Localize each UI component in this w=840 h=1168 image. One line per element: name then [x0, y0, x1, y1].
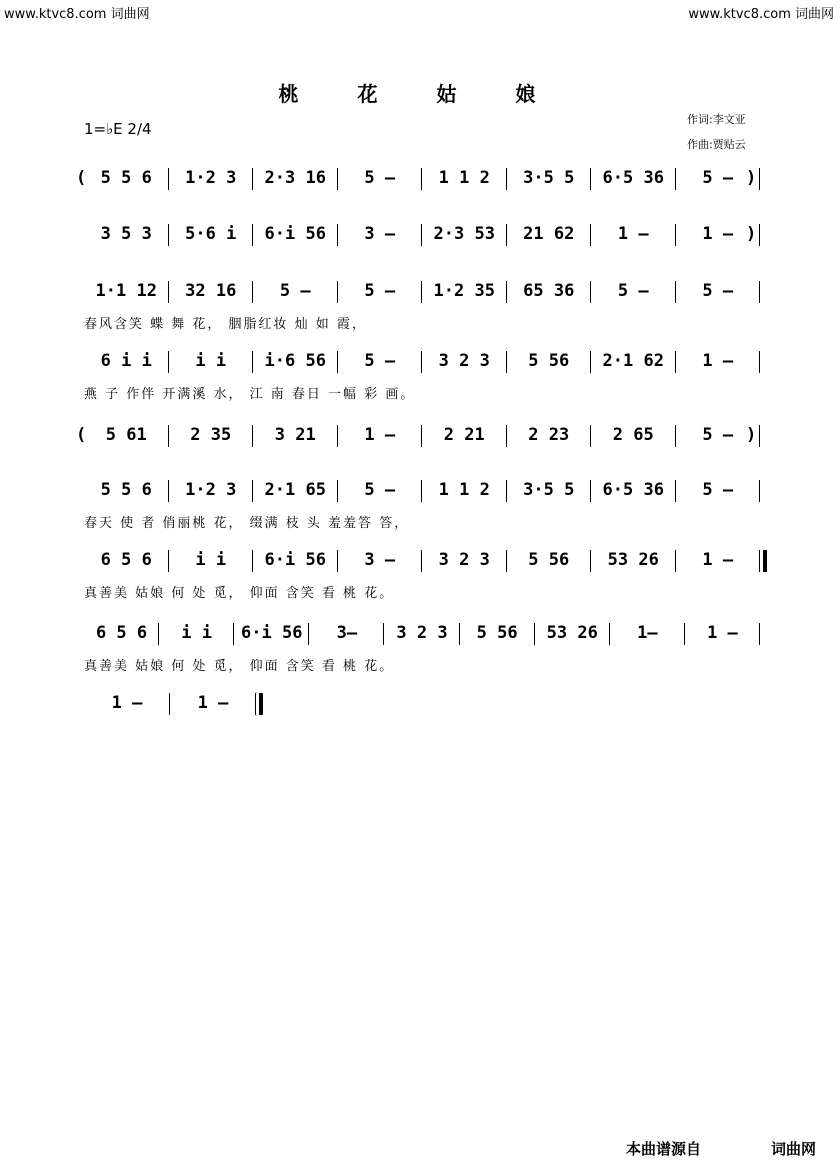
- bar-line: [168, 281, 169, 303]
- bar-line: [252, 224, 253, 246]
- lyrics-line: 燕 子 作伴 开满溪 水， 江 南 春日 一幅 彩 画。: [84, 387, 416, 402]
- score-system: [0, 349, 840, 379]
- measure-notes: 2·3 53: [433, 224, 495, 244]
- measure-notes: 5 61: [105, 425, 147, 445]
- measure-notes: 6·5 36: [602, 480, 664, 500]
- bar-line: [590, 425, 591, 447]
- measure-notes: 53 26: [607, 550, 659, 570]
- bar-line: [675, 281, 676, 303]
- lyricist-credit: 作词:李文亚: [687, 113, 746, 126]
- score-system: [0, 478, 840, 508]
- measure-notes: 1 —: [702, 224, 734, 244]
- measure-notes: 3 21: [274, 425, 316, 445]
- measure-notes: 53 26: [546, 623, 598, 643]
- measure-notes: 6·5 36: [602, 168, 664, 188]
- measure-notes: 5 —: [702, 281, 734, 301]
- measure-notes: 3 5 3: [100, 224, 152, 244]
- measure-notes: 2 35: [190, 425, 232, 445]
- bar-line: [233, 623, 234, 645]
- bar-line: [459, 623, 460, 645]
- bar-line: [168, 224, 169, 246]
- bar-line: [252, 425, 253, 447]
- bar-line: [759, 480, 760, 502]
- lyrics-line: 春风含笑 蝶 舞 花， 胭脂红妆 灿 如 霞，: [84, 317, 367, 332]
- measure-notes: 5 —: [617, 281, 649, 301]
- measure-notes: 5 56: [476, 623, 518, 643]
- measure-notes: 6 5 6: [100, 550, 152, 570]
- measure-notes: i·6 56: [264, 351, 326, 371]
- measure-notes: 1 —: [197, 693, 229, 713]
- bar-line: [421, 224, 422, 246]
- measure-notes: 1 1 2: [438, 480, 490, 500]
- bar-line: [590, 550, 591, 572]
- measure-notes: 5·6 i: [185, 224, 237, 244]
- bar-line: [421, 480, 422, 502]
- measure-notes: 3 —: [364, 550, 396, 570]
- measure-notes: 3 2 3: [438, 550, 490, 570]
- measure-notes: 6·i 56: [241, 623, 303, 643]
- measure-notes: 5 56: [528, 351, 570, 371]
- bar-line: [421, 281, 422, 303]
- bar-line: [337, 480, 338, 502]
- score-system: [0, 222, 840, 252]
- score-system: [0, 548, 840, 578]
- bar-line: [383, 623, 384, 645]
- measure-notes: 1·1 12: [95, 281, 157, 301]
- bar-line: [252, 281, 253, 303]
- bar-line: [675, 480, 676, 502]
- measure-notes: 1·2 3: [185, 168, 237, 188]
- bar-line: [337, 281, 338, 303]
- measure-notes: 2·1 65: [264, 480, 326, 500]
- bar-line: [252, 550, 253, 572]
- close-paren: ): [746, 425, 757, 445]
- bar-line: [590, 168, 591, 190]
- bar-line: [675, 224, 676, 246]
- measure-notes: 5 —: [702, 168, 734, 188]
- measure-notes: 2 65: [612, 425, 654, 445]
- bar-line: [609, 623, 610, 645]
- measure-notes: 2 21: [443, 425, 485, 445]
- bar-line: [590, 351, 591, 373]
- bar-line: [337, 550, 338, 572]
- bar-line: [421, 550, 422, 572]
- score-system: [0, 691, 840, 721]
- site-header-right: www.ktvc8.com 词曲网: [688, 7, 834, 22]
- bar-line: [506, 224, 507, 246]
- measure-notes: i i: [195, 351, 227, 371]
- bar-line: [421, 168, 422, 190]
- measure-notes: 3·5 5: [523, 480, 575, 500]
- bar-line: [675, 550, 676, 572]
- measure-notes: 6·i 56: [264, 224, 326, 244]
- measure-notes: 5 —: [279, 281, 311, 301]
- bar-line: [158, 623, 159, 645]
- key-signature: 1=♭E 2/4: [84, 120, 152, 138]
- close-paren: ): [746, 168, 757, 188]
- measure-notes: 32 16: [185, 281, 237, 301]
- bar-line: [590, 480, 591, 502]
- bar-line: [590, 281, 591, 303]
- measure-notes: 3 2 3: [396, 623, 448, 643]
- measure-notes: 5 —: [364, 351, 396, 371]
- bar-line: [252, 168, 253, 190]
- bar-line: [759, 168, 760, 190]
- close-paren: ): [746, 224, 757, 244]
- measure-notes: 5 5 6: [100, 480, 152, 500]
- bar-line: [421, 425, 422, 447]
- bar-line: [675, 168, 676, 190]
- bar-line: [337, 351, 338, 373]
- bar-line: [759, 425, 760, 447]
- bar-line: [255, 693, 256, 715]
- bar-line: [759, 623, 760, 645]
- bar-line: [169, 693, 170, 715]
- measure-notes: 5 —: [364, 480, 396, 500]
- bar-line: [168, 480, 169, 502]
- bar-line: [308, 623, 309, 645]
- measure-notes: 5 —: [702, 425, 734, 445]
- measure-notes: 65 36: [523, 281, 575, 301]
- bar-line: [337, 224, 338, 246]
- footer-source: 本曲谱源自: [626, 1140, 702, 1158]
- bar-line: [337, 425, 338, 447]
- measure-notes: 5 56: [528, 550, 570, 570]
- bar-line: [506, 281, 507, 303]
- bar-line: [506, 351, 507, 373]
- measure-notes: 1 —: [702, 351, 734, 371]
- measure-notes: 6·i 56: [264, 550, 326, 570]
- bar-line: [506, 550, 507, 572]
- measure-notes: 6 5 6: [95, 623, 148, 643]
- open-paren: (: [76, 425, 87, 445]
- measure-notes: 1 —: [707, 623, 738, 643]
- score-system: [0, 166, 840, 196]
- measure-notes: 5 —: [364, 281, 396, 301]
- bar-line: [168, 550, 169, 572]
- song-title: 桃 花 姑 娘: [278, 82, 562, 106]
- measure-notes: i i: [181, 623, 213, 643]
- final-bar-line: [763, 550, 767, 572]
- bar-line: [252, 480, 253, 502]
- lyrics-line: 真善美 姑娘 何 处 觅， 仰面 含笑 看 桃 花。: [84, 659, 395, 674]
- bar-line: [506, 425, 507, 447]
- measure-notes: 1 —: [364, 425, 396, 445]
- score-system: [0, 279, 840, 309]
- measure-notes: 1 —: [111, 693, 143, 713]
- bar-line: [168, 168, 169, 190]
- final-bar-line: [259, 693, 263, 715]
- score-system: [0, 621, 840, 651]
- composer-credit: 作曲:贾贴云: [687, 138, 746, 151]
- bar-line: [759, 281, 760, 303]
- measure-notes: 1 1 2: [438, 168, 490, 188]
- site-header-left: www.ktvc8.com 词曲网: [4, 7, 150, 22]
- measure-notes: 1 —: [702, 550, 734, 570]
- measure-notes: 5 —: [364, 168, 396, 188]
- measure-notes: 2·3 16: [264, 168, 326, 188]
- measure-notes: 5 —: [702, 480, 734, 500]
- measure-notes: 3 2 3: [438, 351, 490, 371]
- measure-notes: 2·1 62: [602, 351, 664, 371]
- bar-line: [421, 351, 422, 373]
- bar-line: [168, 351, 169, 373]
- footer-site: 词曲网: [771, 1140, 817, 1158]
- bar-line: [759, 351, 760, 373]
- bar-line: [759, 550, 760, 572]
- measure-notes: i i: [195, 550, 227, 570]
- measure-notes: 1·2 3: [185, 480, 237, 500]
- bar-line: [337, 168, 338, 190]
- open-paren: (: [76, 168, 87, 188]
- measure-notes: 2 23: [528, 425, 570, 445]
- measure-notes: 1·2 35: [433, 281, 495, 301]
- bar-line: [675, 351, 676, 373]
- bar-line: [675, 425, 676, 447]
- bar-line: [759, 224, 760, 246]
- bar-line: [252, 351, 253, 373]
- bar-line: [506, 480, 507, 502]
- bar-line: [684, 623, 685, 645]
- measure-notes: 21 62: [523, 224, 575, 244]
- measure-notes: 3 —: [364, 224, 396, 244]
- measure-notes: 1 —: [617, 224, 649, 244]
- measure-notes: 5 5 6: [100, 168, 152, 188]
- bar-line: [590, 224, 591, 246]
- measure-notes: 3—: [336, 623, 358, 643]
- lyrics-line: 真善美 姑娘 何 处 觅， 仰面 含笑 看 桃 花。: [84, 586, 395, 601]
- measure-notes: 1—: [637, 623, 658, 643]
- bar-line: [506, 168, 507, 190]
- lyrics-line: 春天 使 者 俏丽桃 花， 缀满 枝 头 羞羞答 答，: [84, 516, 410, 531]
- score-system: [0, 423, 840, 453]
- bar-line: [168, 425, 169, 447]
- measure-notes: 6 i i: [100, 351, 152, 371]
- bar-line: [534, 623, 535, 645]
- measure-notes: 3·5 5: [523, 168, 575, 188]
